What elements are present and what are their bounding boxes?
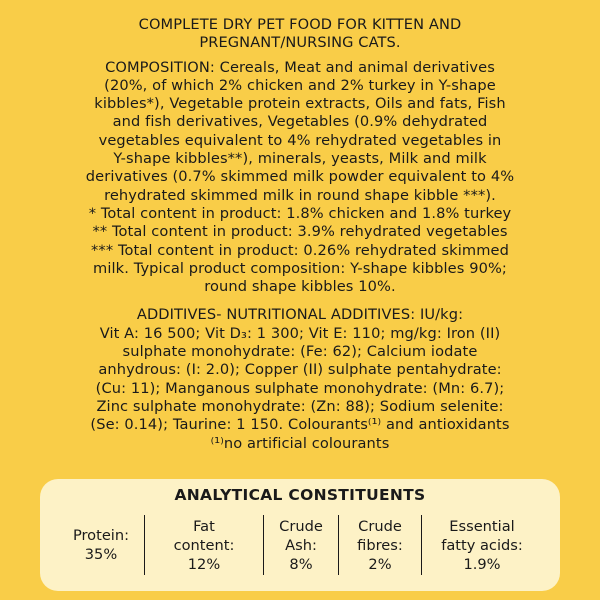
composition-line: (20%, of which 2% chicken and 2% turkey in Y-shape [104,76,496,94]
constituent-ash [264,511,338,579]
constituent-fat [145,511,263,579]
constituent-label: fibres: [357,536,403,554]
composition-line: derivatives (0.7% skimmed milk powder equivalent to 4% [85,168,515,186]
composition-line: round shape kibbles 10%. [204,278,396,296]
constituent-label: content: [173,536,235,554]
additives-section [50,306,550,452]
label-text-block [50,16,550,453]
constituent-label: fatty acids: [441,536,523,554]
constituents-row [58,511,542,579]
constituent-label: Ash: [285,536,317,554]
additives-line: Vit A: 16 500; Vit D₃: 1 300; Vit E: 110; mg/kg: Iron (II) [99,324,501,342]
constituent-fatty-acids [422,511,542,579]
constituent-value: 1.9% [463,555,501,573]
additives-line: ⁽¹⁾no artificial colourants [210,434,390,452]
constituent-label: Crude [358,517,402,535]
constituent-label: Fat [193,517,215,535]
composition-line: kibbles*), Vegetable protein extracts, Oils and fats, Fish [94,95,506,113]
composition-line: * Total content in product: 1.8% chicken and 1.8% turkey [88,204,512,222]
composition-line: rehydrated skimmed milk in round shape kibble ***). [104,186,496,204]
product-title [50,16,550,53]
composition-line: COMPOSITION: Cereals, Meat and animal derivatives [105,58,495,76]
additives-line: (Se: 0.14); Taurine: 1 150. Colourants⁽¹⁾ and antioxidants [90,416,510,434]
additives-line: anhydrous: (I: 2.0); Copper (II) sulphate pentahydrate: [98,361,502,379]
constituent-value: 35% [84,546,118,563]
constituent-protein [58,511,144,579]
title-line: COMPLETE DRY PET FOOD FOR KITTEN AND [138,16,462,33]
composition-line: Y-shape kibbles**), minerals, yeasts, Milk and milk [113,150,487,168]
additives-line: Zinc sulphate monohydrate: (Zn: 88); Sodium selenite: [96,397,504,415]
composition-line: ** Total content in product: 3.9% rehydrated vegetables [92,223,508,241]
constituent-fibres [339,511,421,579]
analytical-title: ANALYTICAL CONSTITUENTS [174,486,426,504]
constituent-label: Crude [279,517,323,535]
composition-line: *** Total content in product: 0.26% rehydrated skimmed [91,241,509,259]
constituent-label: Protein: [72,527,130,544]
constituent-label: Essential [449,517,515,535]
constituent-value: 12% [187,555,221,573]
additives-line: ADDITIVES- NUTRITIONAL ADDITIVES: IU/kg: [136,306,464,324]
composition-line: vegetables equivalent to 4% rehydrated vegetables in [98,131,502,149]
title-line: PREGNANT/NURSING CATS. [199,34,401,52]
composition-line: and fish derivatives, Vegetables (0.9% dehydrated [112,113,488,131]
constituent-value: 2% [368,555,392,573]
additives-line: sulphate monohydrate: (Fe: 62); Calcium iodate [122,343,478,361]
composition-line: milk. Typical product composition: Y-shape kibbles 90%; [93,259,507,277]
constituent-value: 8% [289,555,313,573]
composition-section [50,59,550,297]
analytical-constituents-panel [40,479,560,591]
additives-line: (Cu: 11); Manganous sulphate monohydrate: (Mn: 6.7); [95,379,505,397]
